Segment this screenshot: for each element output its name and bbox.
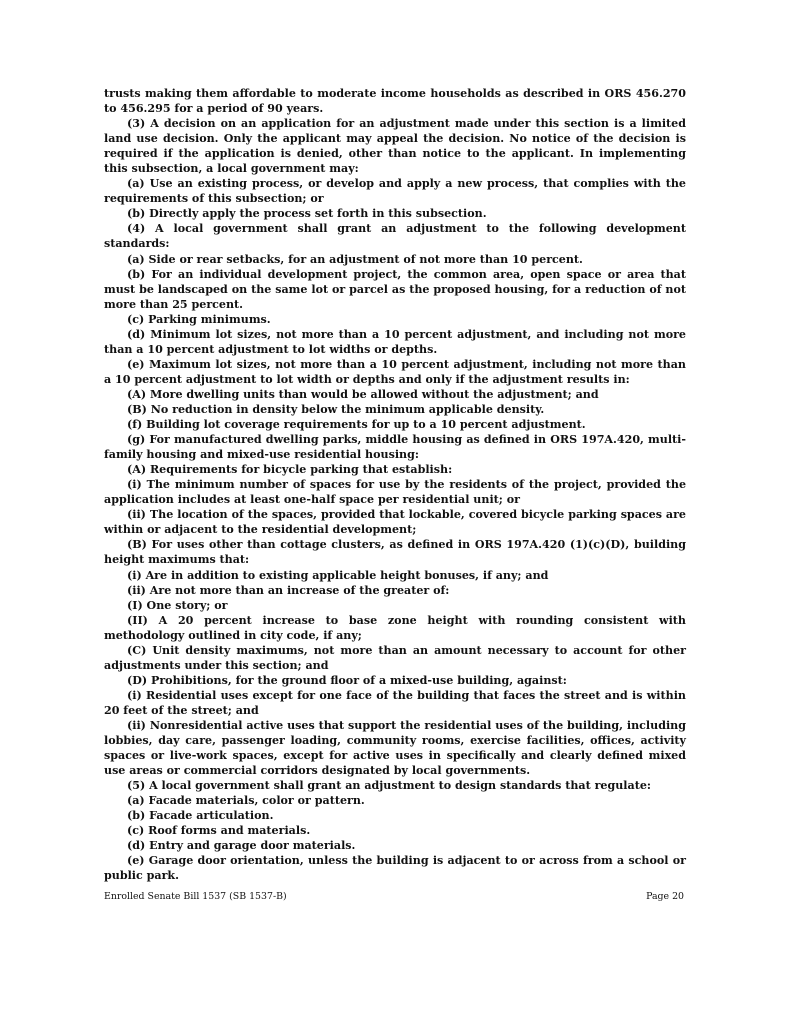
paragraph: (a) Facade materials, color or pattern. <box>127 794 365 808</box>
document-body <box>104 86 686 883</box>
paragraph: (c) Roof forms and materials. <box>127 824 311 838</box>
paragraph: (A) More dwelling units than would be allowed without the adjustment; and <box>127 387 599 401</box>
paragraph: (e) Maximum lot sizes, not more than a 10 percent adjustment, including not more than a 10 percent adjustment to lot width or depths and only if the adjustment results in: <box>104 357 686 386</box>
paragraph: (e) Garage door orientation, unless the building is adjacent to or across from a school or public park. <box>104 854 686 883</box>
paragraph: (ii) Nonresidential active uses that support the residential uses of the building, including lobbies, day care, passenger loading, community rooms, exercise facilities, offices, activity spaces or live-work spaces, except for active uses in specifically and clearly defined mixed use areas or commercial corridors designated by local governments. <box>104 718 686 778</box>
paragraph: (ii) The location of the spaces, provided that lockable, covered bicycle parking spaces are within or adjacent to the residential development; <box>104 508 686 537</box>
paragraph: (C) Unit density maximums, not more than an amount necessary to account for other adjustments under this section; and <box>104 643 686 672</box>
paragraph: (a) Side or rear setbacks, for an adjustment of not more than 10 percent. <box>127 252 583 266</box>
paragraph: (i) The minimum number of spaces for use by the residents of the project, provided the application includes at least one-half space per residential unit; or <box>104 478 686 507</box>
bill-identifier: Enrolled Senate Bill 1537 (SB 1537-B) <box>104 891 287 902</box>
paragraph: (d) Minimum lot sizes, not more than a 10 percent adjustment, and including not more than a 10 percent adjustment to lot widths or depths. <box>104 327 686 356</box>
paragraph: (A) Requirements for bicycle parking that establish: <box>127 463 453 477</box>
paragraph: (g) For manufactured dwelling parks, middle housing as defined in ORS 197A.420, multi-family housing and mixed-use residential housing: <box>104 433 686 462</box>
paragraph: trusts making them affordable to moderate income households as described in ORS 456.270 to 456.295 for a period of 90 years. <box>104 87 686 116</box>
paragraph: (I) One story; or <box>127 598 228 612</box>
paragraph: (c) Parking minimums. <box>127 312 271 326</box>
paragraph: (3) A decision on an application for an adjustment made under this section is a limited land use decision. Only the applicant may appeal the decision. No notice of the decision is required if the application is denied, other than notice to the applicant. In implementing this subsection, a local government may: <box>104 117 686 176</box>
paragraph: (B) No reduction in density below the minimum applicable density. <box>127 402 545 416</box>
paragraph: (D) Prohibitions, for the ground floor of a mixed-use building, against: <box>127 673 567 687</box>
paragraph: (f) Building lot coverage requirements for up to a 10 percent adjustment. <box>127 418 586 432</box>
paragraph: (i) Residential uses except for one face of the building that faces the street and is within 20 feet of the street; and <box>104 688 686 717</box>
paragraph: (4) A local government shall grant an adjustment to the following development standards: <box>104 222 686 251</box>
paragraph: (d) Entry and garage door materials. <box>127 839 356 853</box>
paragraph: (ii) Are not more than an increase of the greater of: <box>127 583 450 597</box>
paragraph: (a) Use an existing process, or develop and apply a new process, that complies with the requirements of this subsection; or <box>104 177 686 206</box>
page-footer <box>104 891 684 902</box>
paragraph: (b) For an individual development project, the common area, open space or area that must be landscaped on the same lot or parcel as the proposed housing, for a reduction of not more than 25 percent. <box>104 267 686 311</box>
paragraph: (II) A 20 percent increase to base zone height with rounding consistent with methodology outlined in city code, if any; <box>104 613 686 642</box>
paragraph: (b) Facade articulation. <box>127 809 274 823</box>
page-number: Page 20 <box>646 891 684 902</box>
paragraph: (i) Are in addition to existing applicable height bonuses, if any; and <box>127 568 549 582</box>
paragraph: (B) For uses other than cottage clusters, as defined in ORS 197A.420 (1)(c)(D), building height maximums that: <box>104 538 686 567</box>
paragraph: (5) A local government shall grant an adjustment to design standards that regulate: <box>127 779 651 793</box>
paragraph: (b) Directly apply the process set forth in this subsection. <box>127 207 487 221</box>
